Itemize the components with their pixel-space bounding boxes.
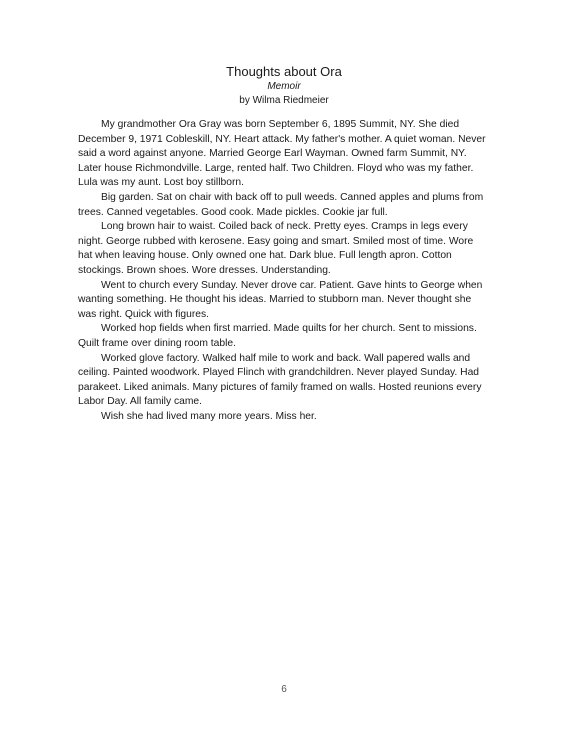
document-subtitle: Memoir: [267, 81, 301, 92]
paragraph: Worked hop fields when first married. Made quilts for her church. Sent to missions. Quilt frame over dining room table.: [78, 323, 477, 349]
document-title: Thoughts about Ora: [226, 64, 342, 79]
document-body: [78, 118, 490, 424]
paragraph: Big garden. Sat on chair with back off to pull weeds. Canned apples and plums from trees. Canned vegetables. Good cook. Made pickles. Cookie jar full.: [78, 191, 484, 218]
paragraph: Worked glove factory. Walked half mile to work and back. Wall papered walls and ceiling. Painted woodwork. Played Flinch with grandchildren. Never played Sunday. Had parakeet. Liked animals. Many pictures of family framed on walls. Hosted reunions every Labor Day. All family came.: [78, 352, 482, 408]
page-number: 6: [281, 684, 287, 695]
paragraph: Went to church every Sunday. Never drove car. Patient. Gave hints to George when wanting something. He thought his ideas. Married to stubborn man. Never thought she was right. Quick with figures.: [78, 279, 483, 320]
paragraph: Wish she had lived many more years. Miss her.: [101, 410, 317, 422]
paragraph: My grandmother Ora Gray was born September 6, 1895 Summit, NY. She died December 9, 1971 Cobleskill, NY. Heart attack. My father's mother. A quiet woman. Never said a word against anyone. Married George Earl Wayman. Owned farm Summit, NY. Later house Richmondville. Large, rented half. Two Children. Floyd who was my father. Lula was my aunt. Lost boy stillborn.: [78, 119, 486, 189]
author-byline: by Wilma Riedmeier: [239, 95, 329, 106]
paragraph: Long brown hair to waist. Coiled back of neck. Pretty eyes. Cramps in legs every night. George rubbed with kerosene. Easy going and smart. Smiled most of time. Wore hat when leaving house. Only owned one hat. Dark blue. Full length apron. Cotton stockings. Brown shoes. Wore dresses. Understanding.: [78, 221, 474, 276]
